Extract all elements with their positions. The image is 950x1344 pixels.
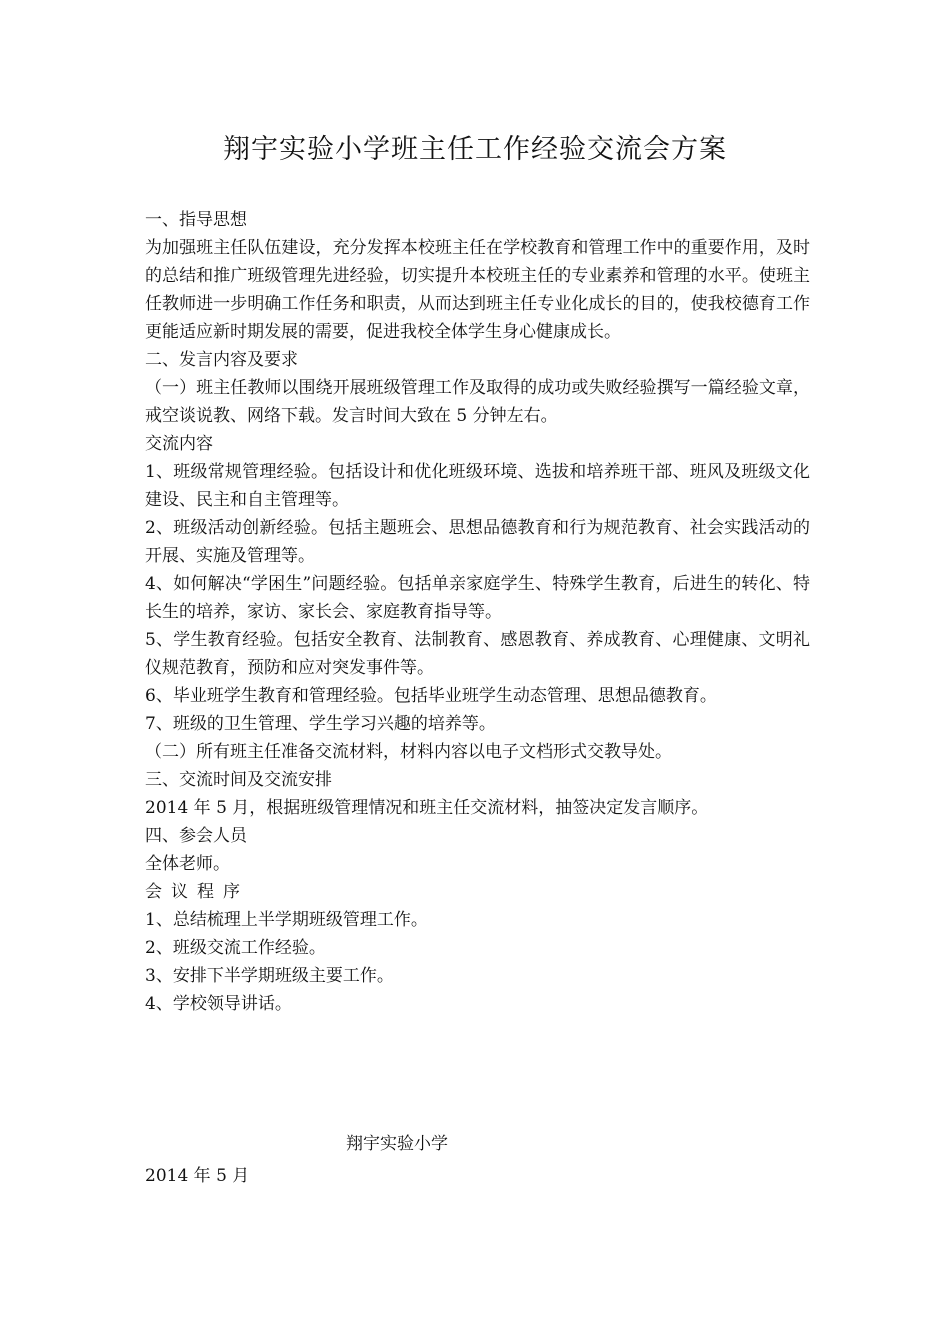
paragraph-time-arrangement: 2014 年 5 月，根据班级管理情况和班主任交流材料，抽签决定发言顺序。 bbox=[145, 798, 709, 818]
section-heading-attendees: 四、参会人员 bbox=[145, 826, 247, 846]
section-heading-time-arrangement: 三、交流时间及交流安排 bbox=[145, 770, 332, 790]
document-title: 翔宇实验小学班主任工作经验交流会方案 bbox=[223, 134, 727, 165]
section-heading-guiding-thought: 一、指导思想 bbox=[145, 210, 247, 230]
list-item-content-4: 4、如何解决“学困生”问题经验。包括单亲家庭学生、特殊学生教育，后进生的转化、特长生的培养，家访、家长会、家庭教育指导等。 bbox=[145, 574, 810, 622]
signature-date: 2014 年 5 月 bbox=[145, 1166, 250, 1186]
agenda-item-1: 1、总结梳理上半学期班级管理工作。 bbox=[145, 910, 428, 930]
list-item-content-1: 1、班级常规管理经验。包括设计和优化班级环境、选拔和培养班干部、班风及班级文化建设、民主和自主管理等。 bbox=[145, 462, 810, 510]
list-item-content-6: 6、毕业班学生教育和管理经验。包括毕业班学生动态管理、思想品德教育。 bbox=[145, 686, 717, 706]
agenda-item-3: 3、安排下半学期班级主要工作。 bbox=[145, 966, 394, 986]
section-heading-speech-requirements: 二、发言内容及要求 bbox=[145, 350, 298, 370]
agenda-item-2: 2、班级交流工作经验。 bbox=[145, 938, 326, 958]
agenda-item-4: 4、学校领导讲话。 bbox=[145, 994, 292, 1014]
document-body bbox=[145, 206, 810, 1018]
list-item-content-7: 7、班级的卫生管理、学生学习兴趣的培养等。 bbox=[145, 714, 496, 734]
paragraph-requirement-2: （二）所有班主任准备交流材料，材料内容以电子文档形式交教导处。 bbox=[145, 742, 672, 762]
paragraph-requirement-1: （一）班主任教师以围绕开展班级管理工作及取得的成功或失败经验撰写一篇经验文章，戒空谈说教、网络下载。发言时间大致在 5 分钟左右。 bbox=[145, 378, 810, 426]
subheading-exchange-content: 交流内容 bbox=[145, 434, 213, 454]
section-heading-agenda: 会议程序 bbox=[145, 882, 249, 902]
paragraph-attendees: 全体老师。 bbox=[145, 854, 230, 874]
signature-school-name: 翔宇实验小学 bbox=[346, 1134, 448, 1154]
list-item-content-2: 2、班级活动创新经验。包括主题班会、思想品德教育和行为规范教育、社会实践活动的开展、实施及管理等。 bbox=[145, 518, 810, 566]
list-item-content-5: 5、学生教育经验。包括安全教育、法制教育、感恩教育、养成教育、心理健康、文明礼仪规范教育，预防和应对突发事件等。 bbox=[145, 630, 810, 678]
paragraph-guiding-thought: 为加强班主任队伍建设，充分发挥本校班主任在学校教育和管理工作中的重要作用，及时的总结和推广班级管理先进经验，切实提升本校班主任的专业素养和管理的水平。使班主任教师进一步明确工作任务和职责，从而达到班主任专业化成长的目的，使我校德育工作更能适应新时期发展的需要，促进我校全体学生身心健康成长。 bbox=[145, 238, 810, 342]
